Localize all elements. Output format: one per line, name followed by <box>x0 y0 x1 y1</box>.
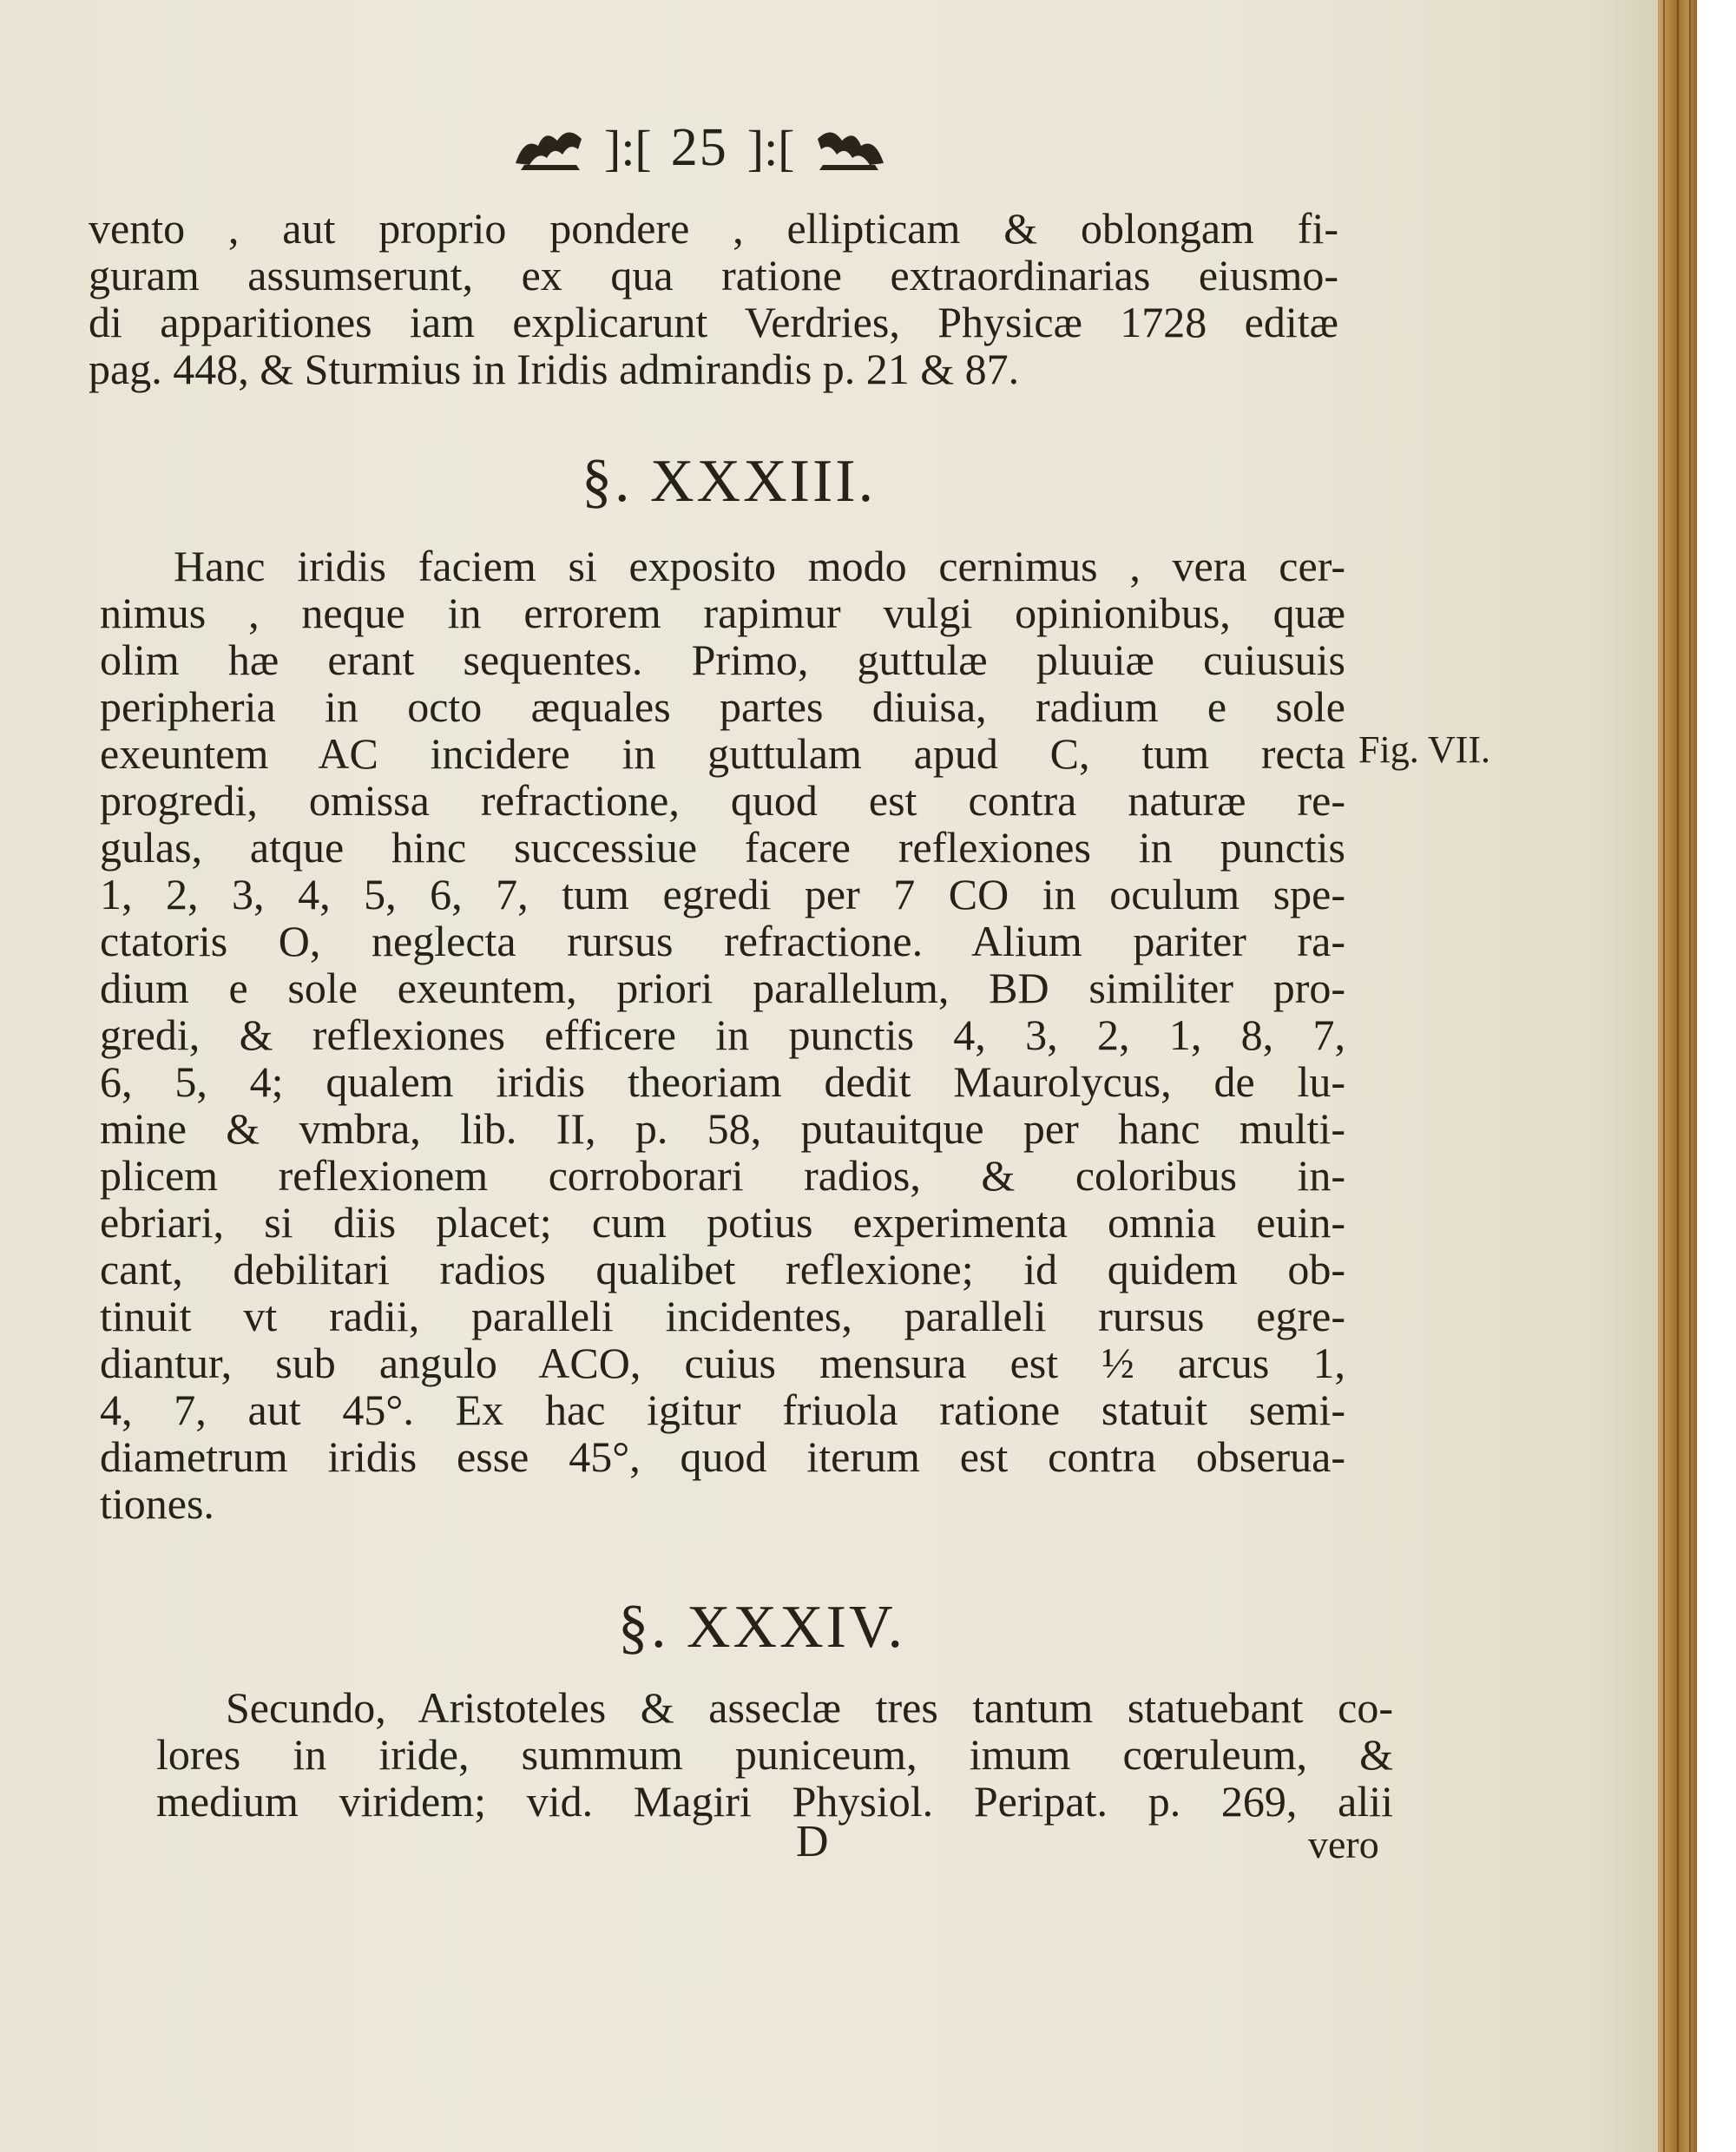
text-line: dium e sole exeuntem, priori parallelum, BD similiter pro- <box>100 964 1345 1012</box>
text-line: pag. 448, & Sturmius in Iridis admirandis p. 21 & 87. <box>89 345 1020 393</box>
signature-mark: D <box>796 1817 829 1866</box>
text-line: vento , aut proprio pondere , ellipticam & oblongam fi- <box>89 204 1338 253</box>
text-line: olim hæ erant sequentes. Primo, guttulæ pluuiæ cuiusuis <box>100 635 1345 684</box>
section-heading-xxxiii: §. XXXIII. <box>582 448 877 515</box>
header-bracket-left: ]:[ <box>604 119 652 176</box>
text-line: di apparitiones iam explicarunt Verdries, Physicæ 1728 editæ <box>89 298 1338 346</box>
text-line: 6, 5, 4; qualem iridis theoriam dedit Maurolycus, de lu- <box>100 1057 1345 1106</box>
text-line: plicem reflexionem corroborari radios, & coloribus in- <box>100 1151 1345 1200</box>
text-line: ctatoris O, neglecta rursus refractione. Alium pariter ra- <box>100 917 1345 965</box>
text-line: lores in iride, summum puniceum, imum cœruleum, & <box>156 1730 1393 1779</box>
page-number: 25 <box>670 117 728 177</box>
text-line: mine & vmbra, lib. II, p. 58, putauitque per hanc multi- <box>100 1104 1345 1153</box>
text-line: ebriari, si diis placet; cum potius experimenta omnia euin- <box>100 1198 1345 1247</box>
text-line: Secundo, Aristoteles & asseclæ tres tantum statuebant co- <box>226 1683 1393 1732</box>
right-ornament-icon <box>814 120 887 175</box>
catchword: vero <box>1308 1822 1379 1866</box>
text-line: gredi, & reflexiones efficere in punctis 4, 3, 2, 1, 8, 7, <box>100 1010 1345 1059</box>
text-line: tiones. <box>100 1479 214 1528</box>
text-line: diametrum iridis esse 45°, quod iterum est contra obserua- <box>100 1432 1345 1481</box>
text-line: guram assumserunt, ex qua ratione extraordinarias eiusmo- <box>89 251 1338 299</box>
text-line: peripheria in octo æquales partes diuisa, radium e sole <box>100 682 1345 731</box>
text-line: 4, 7, aut 45°. Ex hac igitur friuola ratione statuit semi- <box>100 1385 1345 1434</box>
text-line: cant, debilitari radios qualibet reflexione; id quidem ob- <box>100 1245 1345 1293</box>
text-line: gulas, atque hinc successiue facere reflexiones in punctis <box>100 823 1345 872</box>
running-header <box>512 109 911 187</box>
text-line: Hanc iridis faciem si exposito modo cernimus , vera cer- <box>174 542 1345 590</box>
left-ornament-icon <box>512 120 585 175</box>
text-line: medium viridem; vid. Magiri Physiol. Peripat. p. 269, alii <box>156 1777 1393 1826</box>
section-heading-xxxiv: §. XXXIV. <box>618 1594 905 1661</box>
text-line: exeuntem AC incidere in guttulam apud C, tum recta <box>100 729 1345 778</box>
text-line: nimus , neque in errorem rapimur vulgi opinionibus, quæ <box>100 589 1345 637</box>
header-bracket-right: ]:[ <box>746 119 795 176</box>
text-line: 1, 2, 3, 4, 5, 6, 7, tum egredi per 7 CO in oculum spe- <box>100 870 1345 918</box>
text-line: progredi, omissa refractione, quod est contra naturæ re- <box>100 776 1345 825</box>
text-line: tinuit vt radii, paralleli incidentes, paralleli rursus egre- <box>100 1292 1345 1340</box>
figure-reference: Fig. VII. <box>1358 728 1490 771</box>
text-line: diantur, sub angulo ACO, cuius mensura est ½ arcus 1, <box>100 1339 1345 1387</box>
